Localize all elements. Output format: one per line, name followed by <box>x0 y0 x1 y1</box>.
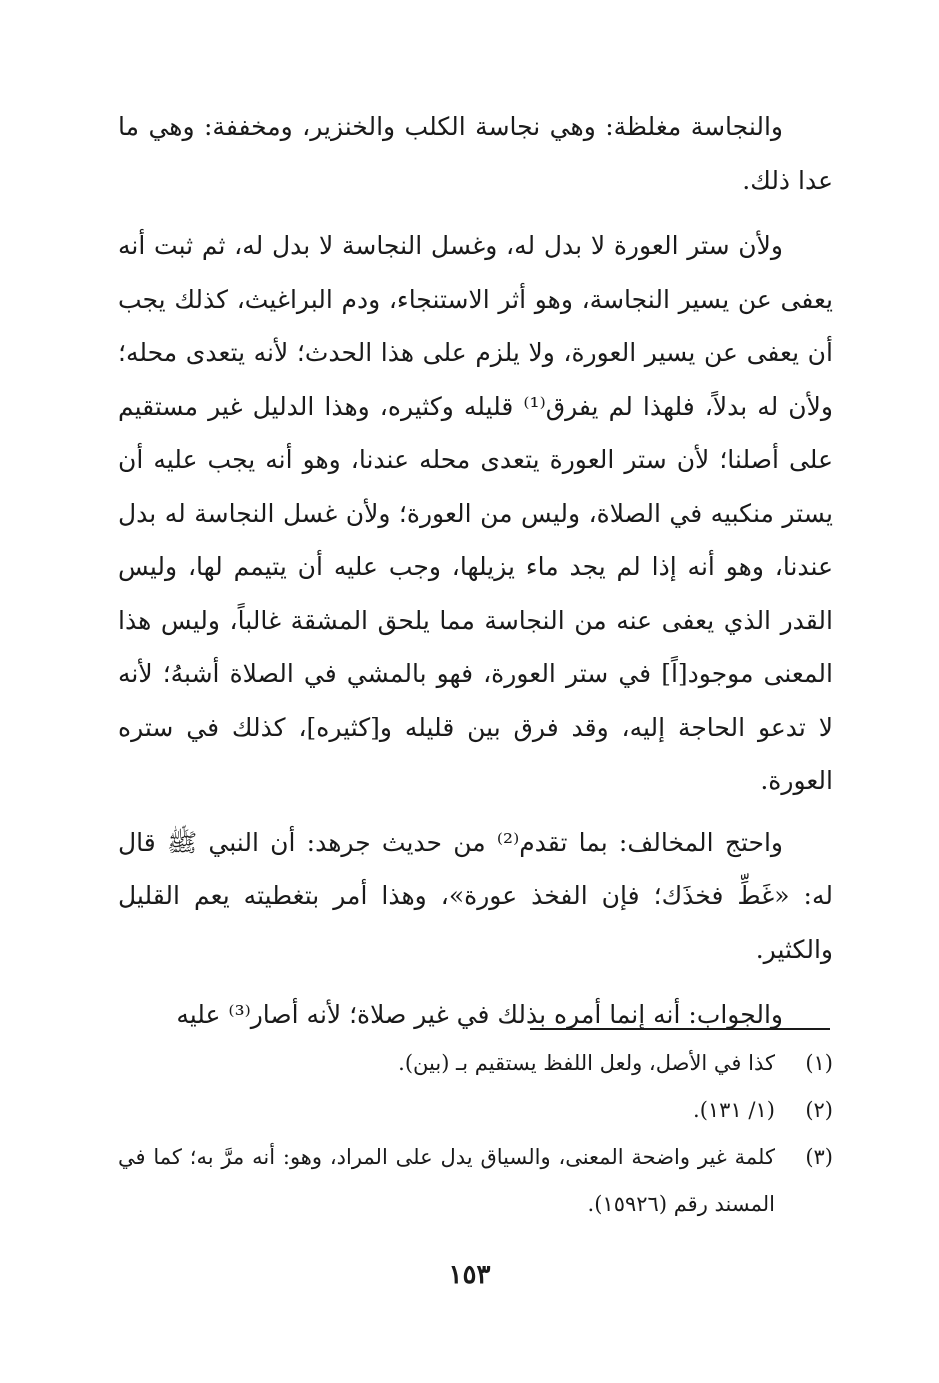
footnote-item <box>118 1087 833 1134</box>
footnote-item <box>118 1134 833 1228</box>
footnote-number: (١) <box>805 1051 833 1075</box>
page-number: ١٥٣ <box>448 1260 491 1290</box>
footnote-text: كذا في الأصل، ولعل اللفظ يستقيم بـ (بين). <box>398 1051 775 1075</box>
paragraph-answer: والجواب: أنه إنما أمره بذلك في غير صلاة؛ لأنه أصار⁽³⁾ عليه <box>176 1000 783 1029</box>
footnote-text: (١/ ١٣١). <box>693 1098 775 1122</box>
paragraph-opponent-argument: واحتج المخالف: بما تقدم⁽²⁾ من حديث جرهد: أن النبي ﷺ قال له: «غَطِّ فخذَك؛ فإن الفخذ عورة»، وهذا أمر بتغطيته يعم القليل والكثير. <box>118 827 833 964</box>
footnotes <box>118 1040 833 1228</box>
paragraph-impurity-types: والنجاسة مغلظة: وهي نجاسة الكلب والخنزير، ومخففة: وهي ما عدا ذلك. <box>118 112 833 195</box>
footnote-separator <box>530 1028 830 1030</box>
paragraph-covering-awrah: ولأن ستر العورة لا بدل له، وغسل النجاسة لا بدل له، ثم ثبت أنه يعفى عن يسير النجاسة، وهو أثر الاستنجاء، ودم البراغيث، كذلك يجب أن يعفى عن يسير العورة، ولا يلزم على هذا الحدث؛ لأنه يتعدى محله؛ ولأن له بدلاً، فلهذا لم يفرق⁽¹⁾ قليله وكثيره، وهذا الدليل غير مستقيم على أصلنا؛ لأن ستر العورة يتعدى محله عندنا، وهو أنه يجب عليه أن يستر منكبيه في الصلاة، وليس من العورة؛ ولأن غسل النجاسة له بدل عندنا، وهو أنه إذا لم يجد ماء يزيلها، وجب عليه أن يتيمم لها، وليس القدر الذي يعفى عنه من النجاسة مما يلحق المشقة غالباً، وليس هذا المعنى موجود[اً] في ستر العورة، فهو بالمشي في الصلاة أشبهُ؛ لأنه لا تدعو الحاجة إليه، وقد فرق بين قليله و[كثيره]، كذلك في ستره العورة. <box>118 231 833 795</box>
footnote-number: (٣) <box>805 1145 833 1169</box>
footnote-text: كلمة غير واضحة المعنى، والسياق يدل على المراد، وهو: أنه مرَّ به؛ كما في المسند رقم (١٥٩٢٦). <box>118 1145 775 1216</box>
footnote-number: (٢) <box>805 1098 833 1122</box>
main-text <box>118 100 833 1042</box>
footnote-item <box>118 1040 833 1087</box>
